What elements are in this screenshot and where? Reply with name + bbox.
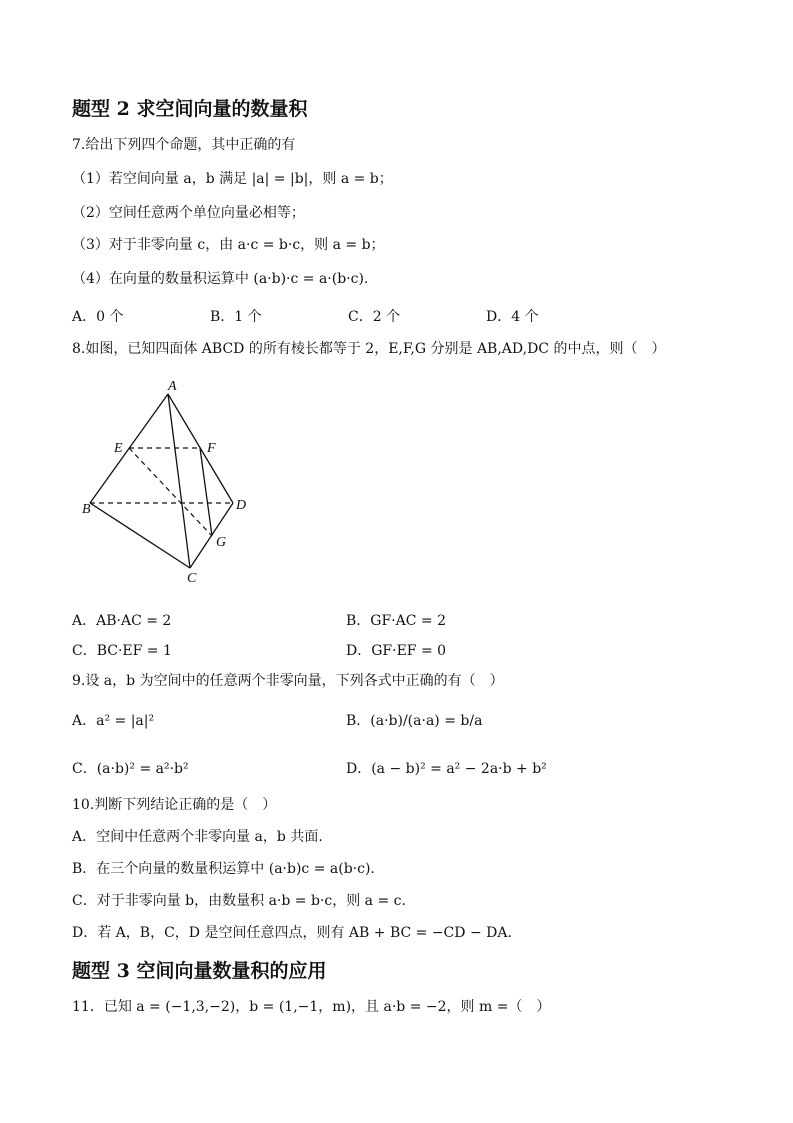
label-g: G (216, 535, 227, 550)
section-title-3: 题型 3 空间向量数量积的应用 (72, 960, 327, 982)
tetrahedron-figure (70, 370, 270, 590)
q10-option-c: C．对于非零向量 b，由数量积 a·b = b·c，则 a = c. (72, 893, 406, 909)
q8-option-a: A．AB·AC = 2 (72, 613, 172, 629)
label-f: F (207, 441, 216, 456)
q7-option-b: B．1 个 (210, 309, 262, 325)
label-d: D (236, 498, 247, 513)
q7-option-a: A．0 个 (72, 309, 124, 325)
q10-stem: 10.判断下列结论正确的是（ ） (72, 797, 277, 813)
label-a: A (168, 379, 177, 394)
q10-option-b: B．在三个向量的数量积运算中 (a·b)c = a(b·c). (72, 861, 375, 877)
q10-option-a: A．空间中任意两个非零向量 a，b 共面. (72, 829, 323, 845)
q11-stem: 11．已知 a = (−1,3,−2)，b = (1,−1，m)，且 a·b = −2，则 m =（ ） (72, 999, 551, 1015)
q8-option-c: C．BC·EF = 1 (72, 643, 172, 659)
section-title-2: 题型 2 求空间向量的数量积 (72, 98, 308, 120)
q8-option-d: D．GF·EF = 0 (346, 643, 447, 659)
q9-option-d: D．(a − b)² = a² − 2a·b + b² (346, 761, 547, 777)
q9-stem: 9.设 a，b 为空间中的任意两个非零向量，下列各式中正确的有（ ） (72, 673, 504, 689)
q7-option-d: D．4 个 (486, 309, 539, 325)
q9-option-b: B．(a·b)/(a·a) = b/a (346, 713, 483, 729)
label-c: C (187, 571, 197, 586)
q8-stem: 8.如图，已知四面体 ABCD 的所有棱长都等于 2，E,F,G 分别是 AB,AD,DC 的中点，则（ ） (72, 341, 666, 357)
q8-option-b: B．GF·AC = 2 (346, 613, 446, 629)
q7-proposition-1: （1）若空间向量 a，b 满足 |a| = |b|，则 a = b； (72, 171, 393, 187)
q7-option-c: C．2 个 (348, 309, 401, 325)
q10-option-d: D．若 A，B，C，D 是空间任意四点，则有 AB + BC = −CD − DA. (72, 925, 512, 941)
segment-eg-hidden (129, 448, 212, 536)
label-e: E (114, 441, 123, 456)
q7-proposition-3: （3）对于非零向量 c，由 a·c = b·c，则 a = b； (72, 237, 385, 253)
label-b: B (82, 502, 91, 517)
edge-ac (168, 394, 190, 568)
q9-option-c: C．(a·b)² = a²·b² (72, 761, 189, 777)
q7-proposition-4: （4）在向量的数量积运算中 (a·b)·c = a·(b·c). (72, 271, 369, 287)
q7-proposition-2: （2）空间任意两个单位向量必相等； (72, 205, 305, 221)
q9-option-a: A．a² = |a|² (72, 713, 155, 729)
edge-bc (90, 503, 190, 568)
segment-fg (200, 448, 212, 536)
q7-stem: 7.给出下列四个命题，其中正确的有 (72, 137, 296, 153)
